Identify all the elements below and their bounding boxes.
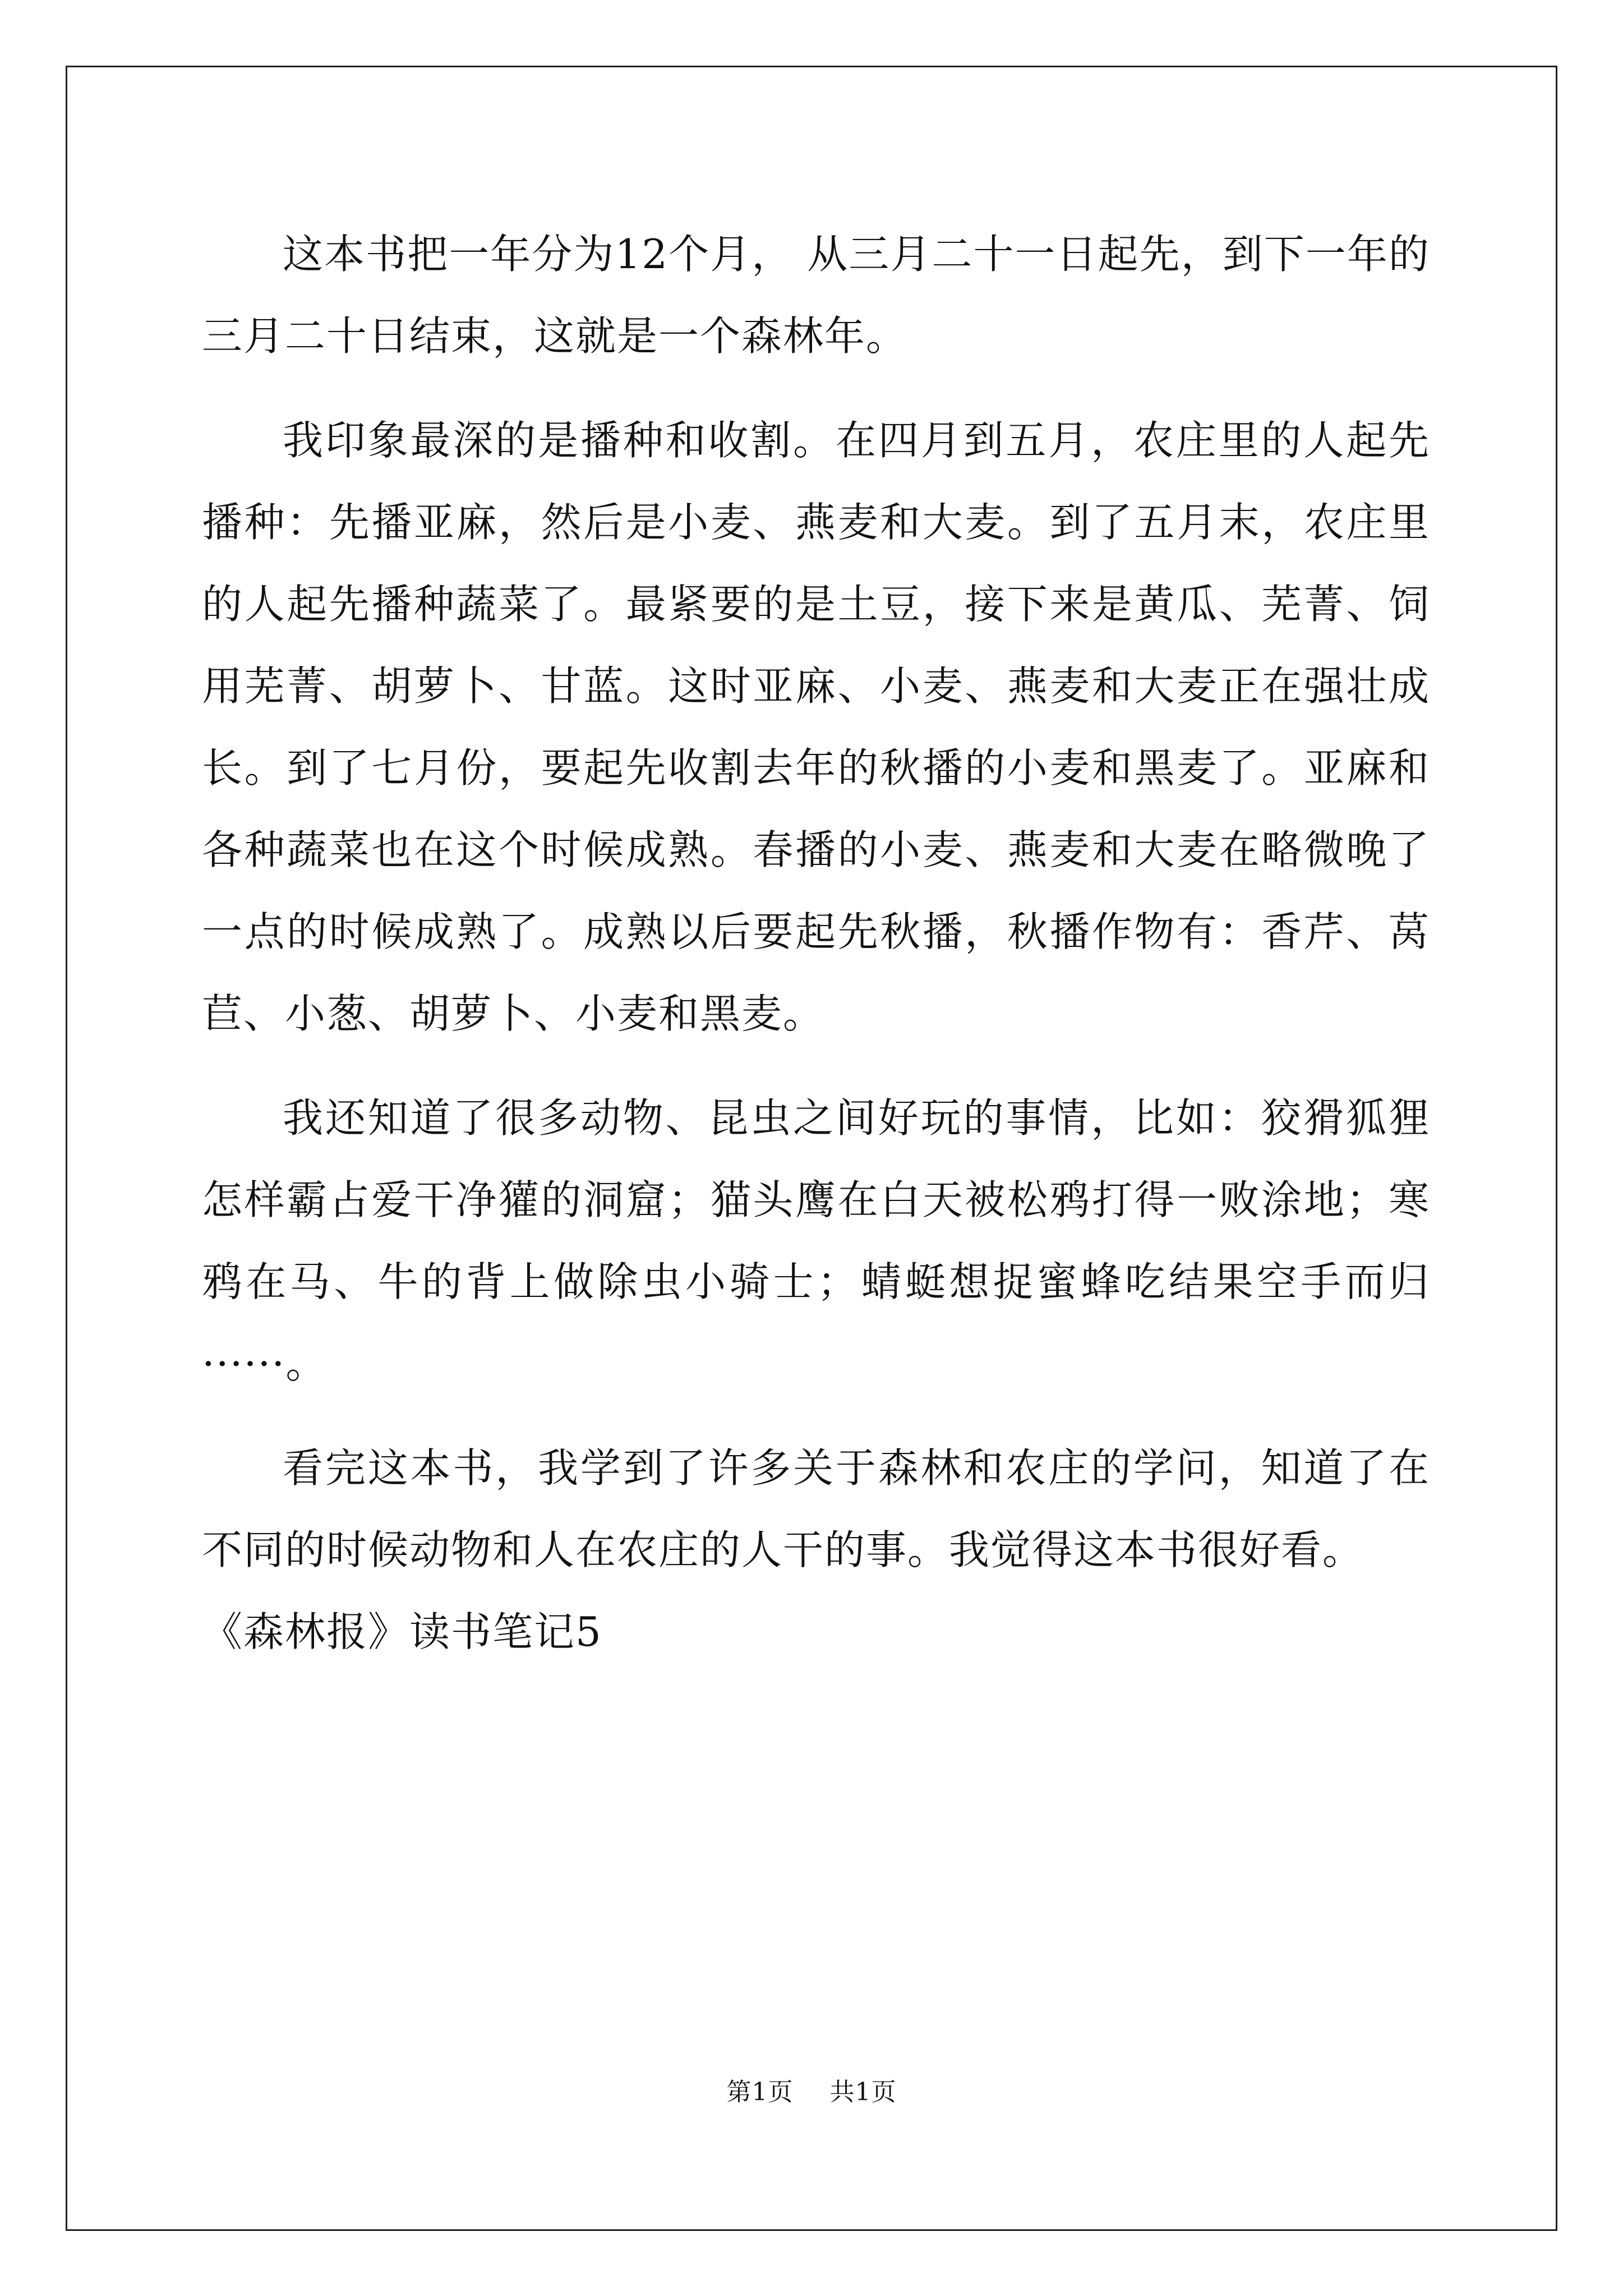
page-total: 共1页 <box>829 2078 897 2106</box>
page-footer <box>0 2076 1623 2109</box>
paragraph-1: 这本书把一年分为12个月， 从三月二十一日起先，到下一年的三月二十日结束，这就是一个森林年。 <box>202 231 1430 360</box>
paragraph-3: 我还知道了很多动物、昆虫之间好玩的事情，比如：狡猾狐狸怎样霸占爱干净獾的洞窟；猫头鹰在白天被松鸦打得一败涂地；寒鸦在马、牛的背上做除虫小骑士；蜻蜓想捉蜜蜂吃结果空手而归······。 <box>202 1094 1430 1387</box>
paragraph-4: 看完这本书，我学到了许多关于森林和农庄的学问，知道了在不同的时候动物和人在农庄的人干的事。我觉得这本书很好看。 <box>202 1444 1430 1573</box>
section-heading: 《森林报》读书笔记5 <box>202 1608 602 1655</box>
page-number: 第1页 <box>726 2078 794 2106</box>
document-body <box>202 213 1430 1673</box>
paragraph-2: 我印象最深的是播种和收割。在四月到五月，农庄里的人起先播种：先播亚麻，然后是小麦、燕麦和大麦。到了五月末，农庄里的人起先播种蔬菜了。最紧要的是土豆，接下来是黄瓜、芜菁、饲用芜菁、胡萝卜、甘蓝。这时亚麻、小麦、燕麦和大麦正在强壮成长。到了七月份，要起先收割去年的秋播的小麦和黑麦了。亚麻和各种蔬菜也在这个时候成熟。春播的小麦、燕麦和大麦在略微晚了一点的时候成熟了。成熟以后要起先秋播，秋播作物有：香芹、莴苣、小葱、胡萝卜、小麦和黑麦。 <box>202 417 1430 1037</box>
